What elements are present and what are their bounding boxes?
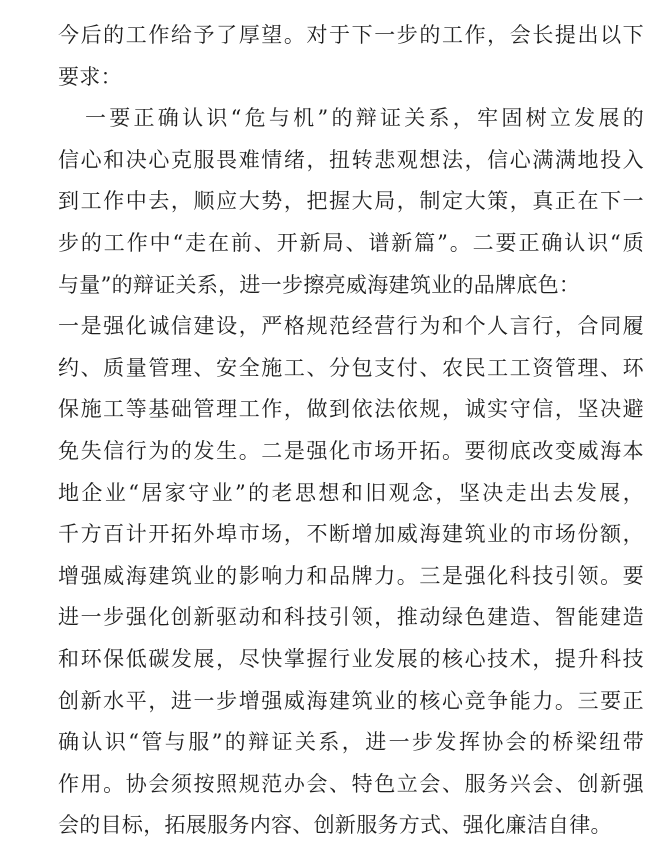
text-line: 千方百计开拓外埠市场，不断增加威海建筑业的市场份额， [58, 522, 644, 547]
paragraph [58, 306, 644, 847]
document-body [58, 15, 644, 847]
text-line: 确认识“管与服”的辩证关系，进一步发挥协会的桥梁纽带 [58, 730, 644, 755]
text-line: 今后的工作给予了厚望。对于下一步的工作，会长提出以下 [58, 23, 644, 47]
text-line: 与量”的辩证关系，进一步擦亮威海建筑业的品牌底色： [58, 272, 581, 297]
text-line: 地企业“居家守业”的老思想和旧观念，坚决走出去发展， [58, 480, 644, 505]
text-line: 保施工等基础管理工作，做到依法依规，诚实守信，坚决避 [58, 397, 644, 422]
text-line: 免失信行为的发生。二是强化市场开拓。要彻底改变威海本 [58, 438, 644, 463]
text-line: 信心和决心克服畏难情绪，扭转悲观想法，信心满满地投入 [58, 147, 644, 172]
text-line: 会的目标，拓展服务内容、创新服务方式、强化廉洁自律。 [58, 813, 612, 838]
text-line: 一要正确认识“危与机”的辩证关系，牢固树立发展的 [85, 106, 644, 131]
text-line: 到工作中去，顺应大势，把握大局，制定大策，真正在下一 [58, 189, 644, 214]
text-line: 要求： [58, 64, 122, 89]
text-line: 增强威海建筑业的影响力和品牌力。三是强化科技引领。要 [58, 563, 644, 588]
text-line: 作用。协会须按照规范办会、特色立会、服务兴会、创新强 [58, 771, 644, 796]
text-line: 和环保低碳发展，尽快掌握行业发展的核心技术，提升科技 [58, 646, 644, 671]
paragraph [58, 98, 644, 306]
text-line: 约、质量管理、安全施工、分包支付、农民工工资管理、环 [58, 355, 644, 380]
text-line: 一是强化诚信建设，严格规范经营行为和个人言行，合同履 [58, 314, 644, 339]
text-line: 步的工作中“走在前、开新局、谱新篇”。二要正确认识“质 [58, 230, 644, 255]
text-line: 创新水平，进一步增强威海建筑业的核心竞争能力。三要正 [58, 688, 644, 713]
paragraph [58, 15, 644, 98]
text-line: 进一步强化创新驱动和科技引领，推动绿色建造、智能建造 [58, 605, 644, 630]
